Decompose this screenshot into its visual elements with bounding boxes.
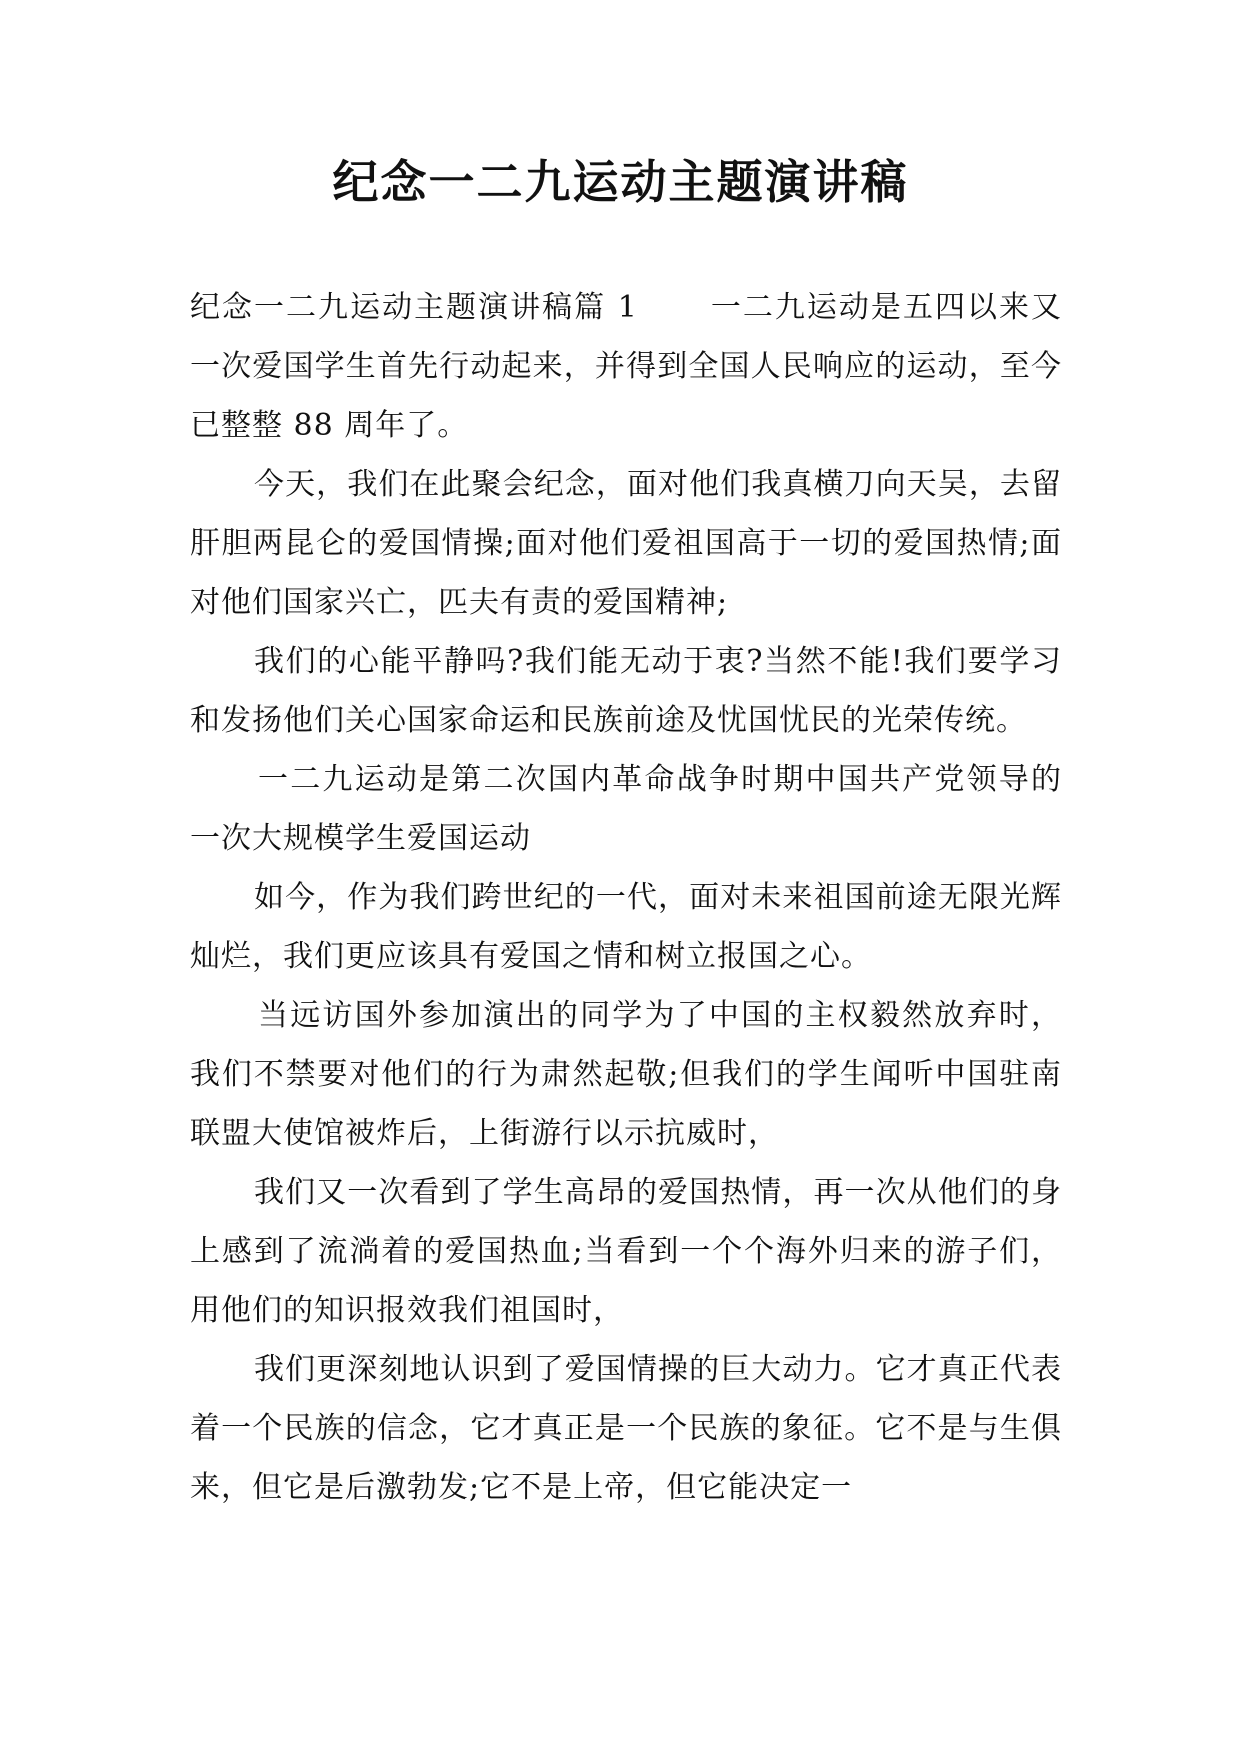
document-title: 纪念一二九运动主题演讲稿	[332, 155, 909, 209]
document-body	[190, 278, 1062, 1517]
paragraph-1-text: 一二九运动是五四以来又一次爱国学生首先行动起来，并得到全国人民响应的运动，至今已整整 88 周年了。	[190, 290, 1063, 443]
paragraph-4: 一二九运动是第二次国内革命战争时期中国共产党领导的一次大规模学生爱国运动	[190, 762, 1062, 856]
paragraph-1-lead: 纪念一二九运动主题演讲稿篇 1	[190, 290, 638, 325]
paragraph-8: 我们更深刻地认识到了爱国情操的巨大动力。它才真正代表着一个民族的信念，它才真正是一个民族的象征。它不是与生俱来，但它是后激勃发;它不是上帝，但它能决定一	[190, 1352, 1062, 1505]
paragraph-3: 我们的心能平静吗?我们能无动于衷?当然不能!我们要学习和发扬他们关心国家命运和民族前途及忧国忧民的光荣传统。	[190, 644, 1062, 738]
paragraph-5: 如今，作为我们跨世纪的一代，面对未来祖国前途无限光辉灿烂，我们更应该具有爱国之情和树立报国之心。	[190, 880, 1062, 974]
paragraph-1	[190, 278, 1062, 455]
paragraph-7: 我们又一次看到了学生高昂的爱国热情，再一次从他们的身上感到了流淌着的爱国热血;当看到一个个海外归来的游子们，用他们的知识报效我们祖国时，	[190, 1175, 1062, 1328]
paragraph-2: 今天，我们在此聚会纪念，面对他们我真横刀向天吴，去留肝胆两昆仑的爱国情操;面对他们爱祖国高于一切的爱国热情;面对他们国家兴亡，匹夫有责的爱国精神;	[190, 467, 1062, 620]
paragraph-6: 当远访国外参加演出的同学为了中国的主权毅然放弃时，我们不禁要对他们的行为肃然起敬;但我们的学生闻听中国驻南联盟大使馆被炸后，上街游行以示抗威时，	[190, 998, 1062, 1151]
